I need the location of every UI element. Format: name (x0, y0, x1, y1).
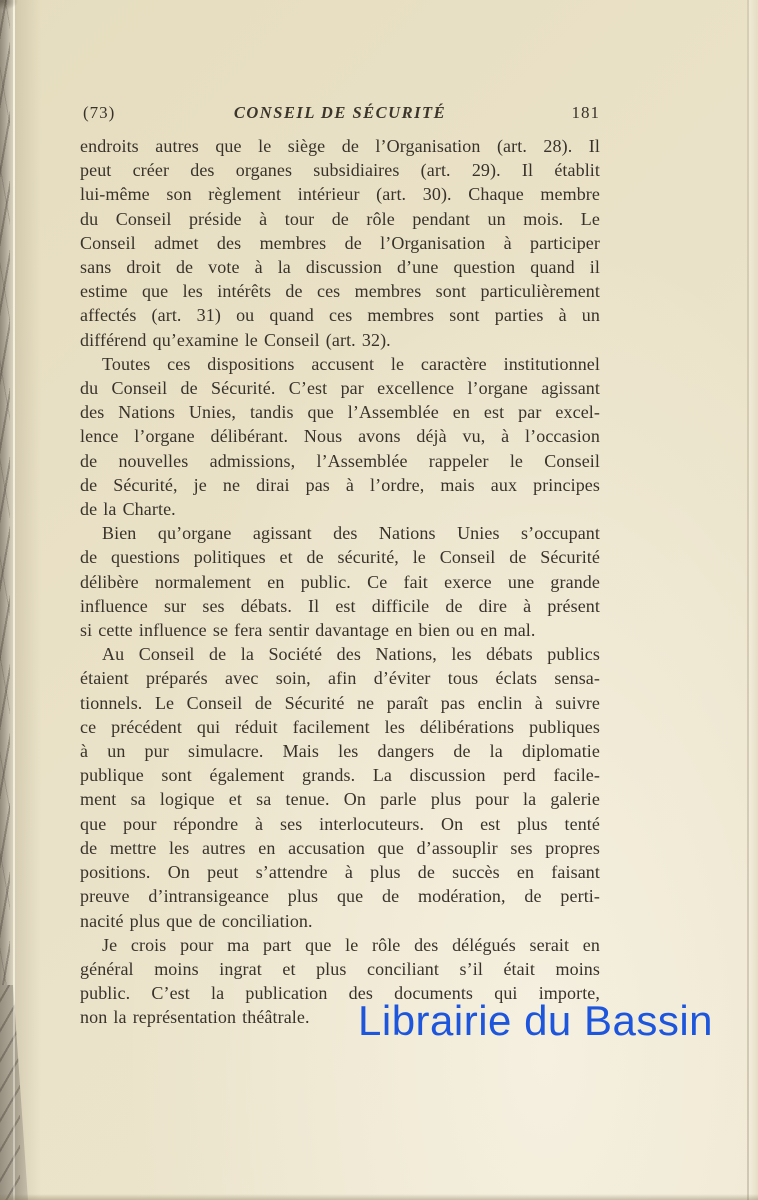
text-line: Conseil admet des membres de l’Organisation à participer (80, 232, 600, 253)
text-line: nacité plus que de conciliation. (80, 910, 313, 931)
page-number: 181 (571, 103, 600, 122)
text-line: Bien qu’organe agissant des Nations Unies s’occupant (102, 523, 600, 544)
text-line: différend qu’examine le Conseil (art. 32). (80, 329, 391, 350)
paragraph (80, 521, 600, 642)
right-page-edge (749, 0, 758, 1200)
gutter-shadow (15, 0, 41, 1200)
text-line: ment sa logique et sa tenue. On parle plus pour la galerie (80, 789, 600, 810)
text-line: des Nations Unies, tandis que l’Assemblée en est par excel- (80, 402, 600, 423)
chapter-folio: (73) (83, 103, 116, 122)
text-line: délibère normalement en public. Ce fait exerce une grande (80, 571, 600, 592)
text-line: lui-même son règlement intérieur (art. 30). Chaque membre (80, 184, 600, 205)
text-line: de questions politiques et de sécurité, le Conseil de Sécurité (80, 547, 600, 568)
text-line: non la représentation théâtrale. (80, 1007, 310, 1028)
text-line: positions. On peut s’attendre à plus de succès en faisant (80, 862, 600, 883)
text-line: Je crois pour ma part que le rôle des délégués serait en (102, 934, 600, 955)
text-line: influence sur ses débats. Il est difficile de dire à présent (80, 595, 600, 616)
text-line: affectés (art. 31) ou quand ces membres sont parties à un (80, 305, 600, 326)
text-line: étaient préparés avec soin, afin d’éviter tous éclats sensa- (80, 668, 600, 689)
text-line: tionnels. Le Conseil de Sécurité ne paraît pas enclin à suivre (80, 692, 600, 713)
text-line: du Conseil préside à tour de rôle pendant un mois. Le (80, 208, 600, 229)
page-header (80, 103, 600, 127)
text-line: Toutes ces dispositions accusent le caractère institutionnel (102, 353, 600, 374)
text-line: estime que les intérêts de ces membres sont particulièrement (80, 281, 600, 302)
text-line: que pour répondre à ses interlocuteurs. On est plus tenté (80, 813, 600, 834)
paragraph (80, 642, 600, 932)
text-line: peut créer des organes subsidiaires (art. 29). Il établit (80, 160, 600, 181)
text-line: publique sont également grands. La discussion perd facile- (80, 765, 600, 786)
corner-smudge (0, 0, 18, 10)
running-title: CONSEIL DE SÉCURITÉ (233, 103, 447, 122)
text-line: ce précédent qui réduit facilement les délibérations publiques (80, 716, 600, 737)
text-line: preuve d’intransigeance plus que de modération, de perti- (80, 886, 600, 907)
text-line: Au Conseil de la Société des Nations, les débats publics (102, 644, 600, 665)
bottom-photo-edge (0, 1194, 758, 1200)
paragraph (80, 134, 600, 352)
text-line: de Sécurité, je ne dirai pas à l’ordre, mais aux principes (80, 474, 600, 495)
text-line: à un pur simulacre. Mais les dangers de la diplomatie (80, 741, 600, 762)
text-line: de mettre les autres en accusation que d’assouplir ses propres (80, 837, 600, 858)
text-line: général moins ingrat et plus conciliant s’il était moins (80, 958, 600, 979)
body-text (80, 134, 600, 1030)
text-line: du Conseil de Sécurité. C’est par excellence l’organe agissant (80, 378, 600, 399)
text-line: de nouvelles admissions, l’Assemblée rappeler le Conseil (80, 450, 600, 471)
watermark: Librairie du Bassin (358, 997, 714, 1044)
text-line: de la Charte. (80, 499, 176, 520)
text-line: endroits autres que le siège de l’Organisation (art. 28). Il (80, 136, 600, 156)
text-line: si cette influence se fera sentir davantage en bien ou en mal. (80, 620, 536, 641)
paragraph (80, 352, 600, 521)
text-line: public. C’est la publication des documents qui importe, (80, 983, 600, 1004)
text-line: sans droit de vote à la discussion d’une question quand il (80, 257, 600, 278)
text-line: lence l’organe délibérant. Nous avons déjà vu, à l’occasion (80, 426, 600, 447)
